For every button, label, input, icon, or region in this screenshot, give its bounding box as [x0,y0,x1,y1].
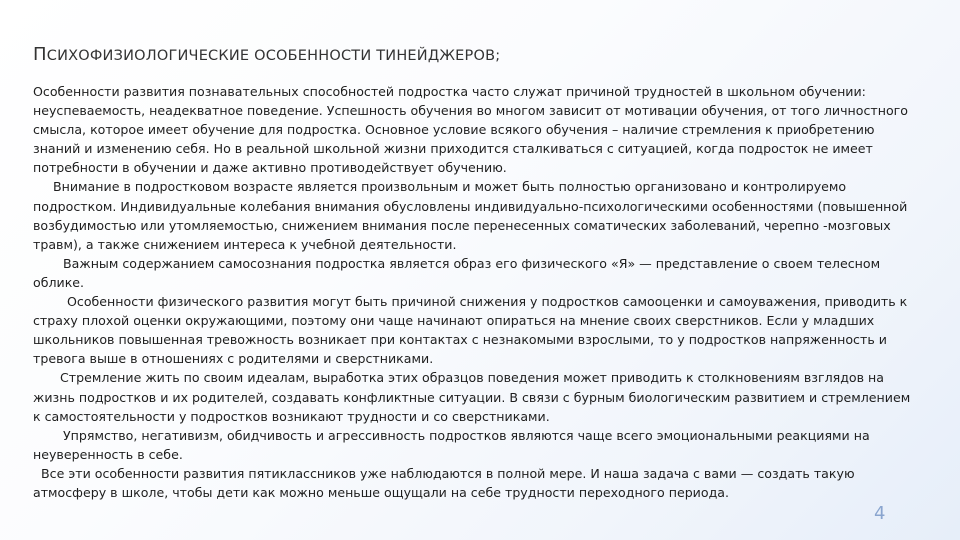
slide-body [33,82,913,502]
slide-title-initial: П [33,44,47,65]
paragraph-conclusion: Все эти особенности развития пятиклассников уже наблюдаются в полной мере. И наша задача с вами — создать такую атмосферу в школе, чтобы дети как можно меньше ощущали на себе трудности переходного периода. [33,465,855,500]
slide-title-rest: СИХОФИЗИОЛОГИЧЕСКИЕ ОСОБЕННОСТИ ТИНЕЙДЖЕРОВ; [46,48,501,64]
paragraph-cognitive: Особенности развития познавательных способностей подростка часто служат причиной трудностей в школьном обучении: неуспеваемость, неадекватное поведение. Успешность обучения во многом зависит от мотивации обучения, от того личностного смысла, которое имеет обучение для подростка. Основное условие всякого обучения – наличие стремления к приобретению знаний и изменению себя. Но в реальной школьной жизни приходится сталкиваться с ситуацией, когда подросток не имеет потребности в обучении и даже активно противодействует обучению. [33,84,909,176]
paragraph-self-image: Важным содержанием самосознания подростка является образ его физического «Я» — представление о своем телесном облике. [33,255,881,290]
paragraph-ideals: Стремление жить по своим идеалам, выработка этих образцов поведения может приводить к столкновениям взглядов на жизнь подростков и их родителей, создавать конфликтные ситуации. В связи с бурным биологическим развитием и стремлением к самостоятельности у подростков возникают трудности и со сверстниками. [33,370,911,424]
paragraph-physical-development: Особенности физического развития могут быть причиной снижения у подростков самооценки и самоуважения, приводить к страху плохой оценки окружающими, поэтому они чаще начинают опираться на мнение своих сверстников. Если у младших школьников повышенная тревожность возникает при контактах с незнакомыми взрослыми, то у подростков напряженность и тревога выше в отношениях с родителями и сверстниками. [33,294,908,367]
paragraph-attention: Внимание в подростковом возрасте является произвольным и может быть полностью организовано и контролируемо подростком. Индивидуальные колебания внимания обусловлены индивидуально-психологическими особенностями (повышенной возбудимостью или утомляемостью, снижением внимания после перенесенных соматических заболеваний, черепно -мозговых травм), а также снижением интереса к учебной деятельности. [33,179,908,252]
paragraph-stubbornness: Упрямство, негативизм, обидчивость и агрессивность подростков являются чаще всего эмоциональными реакциями на неуверенность в себе. [33,427,870,462]
page-number: 4 [874,503,886,524]
slide-title [33,44,500,65]
